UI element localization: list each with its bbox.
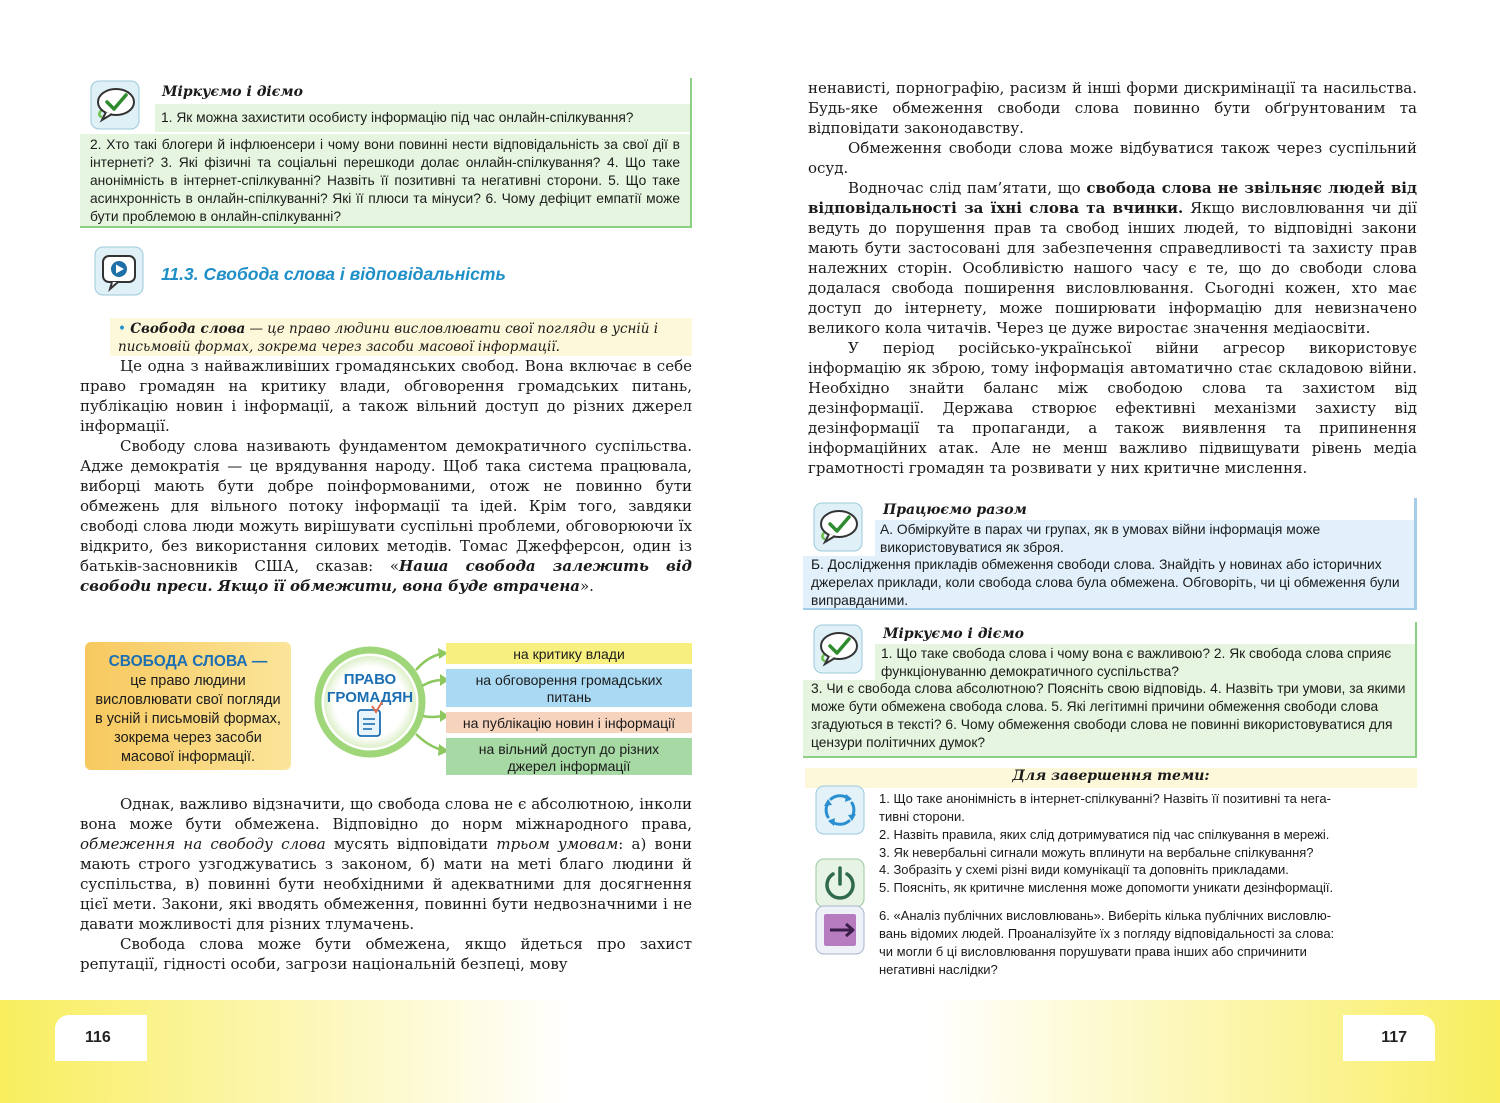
final-question-line: вань відомих людей. Проаналізуйте їх з погляду відповідальності за слова: bbox=[879, 926, 1335, 941]
work-together-box bbox=[803, 498, 1417, 610]
right-item-label: на обговорення громадських bbox=[475, 672, 663, 688]
right-text bbox=[808, 78, 1417, 478]
diagram-definition-line: це право людини bbox=[130, 673, 246, 689]
rights-diagram bbox=[82, 636, 694, 776]
final-questions-group-3 bbox=[879, 907, 1409, 979]
paragraph-text: Водночас слід пам’ятати, що bbox=[848, 179, 1087, 197]
paragraph: У період російсько-української війни агресор використовує інформацію як зброю, тому інформація автоматично стає складовою війни. Необхідно знайти баланс між свободою слова та захистом від дезінформації. Держава створює ефективні механізми захисту від дезінформації та пропаганди, а також виявлення та припинення інформаційних атак. Але не менш важливо підвищувати рівень медіа грамотності громадян та розвивати у них критичне мислення. bbox=[808, 339, 1417, 477]
bottom-page-band bbox=[0, 1000, 1500, 1103]
section-title: 11.3. Свобода слова і відповідальність bbox=[161, 264, 506, 284]
diagram-definition-title: СВОБОДА СЛОВА — bbox=[108, 653, 268, 670]
arrow-exit-icon bbox=[815, 905, 865, 955]
think-box-questions-3-6: 3. Чи є свобода слова абсолютною? Поясніть свою відповідь. 4. Назвіть три умови, за якими може бути обмежена свобода слова. 5. Які легітимні причини обмеження свободи слова згадуються в тексті? 6. Чому обмеження свободи слова не повинні використовуватися для цензури політичних думок? bbox=[803, 680, 1415, 756]
right-item-label: джерел інформації bbox=[507, 758, 631, 774]
final-question-line: 3. Як невербальні сигнали можуть вплинути на вербальне спілкування? bbox=[879, 845, 1314, 860]
left-page bbox=[80, 78, 692, 973]
paragraph: Обмеження свободи слова може відбуватися також через суспільний осуд. bbox=[808, 139, 1417, 177]
think-box-question-1: 1. Як можна захистити особисту інформацію під час онлайн-спілкування? bbox=[155, 104, 690, 132]
left-text-top bbox=[80, 356, 692, 596]
paragraph-text: мусять відповідати bbox=[325, 835, 497, 853]
final-question-line: 6. «Аналіз публічних висловлювань». Виберіть кілька публічних висловлю- bbox=[879, 908, 1332, 923]
paragraph bbox=[808, 178, 1417, 338]
final-section-title: Для завершення теми: bbox=[805, 768, 1417, 788]
right-item-label: на критику влади bbox=[513, 646, 625, 662]
definition-term: Свобода слова bbox=[130, 321, 246, 337]
final-questions-group-2 bbox=[879, 861, 1409, 897]
paragraph-text: Свободу слова називають фундаментом демократичного суспільства. Адже демократія — це врядування народу. Щоб така система працювала, виборці мають бути добре поінформованими, отож не повинно бути обмежень для вільного потоку інформації та ідей. Крім того, завдяки свободі слова люди можуть вирішувати суспільні проблеми, обговорюючи їх відкрито, без використання силових методів. Томас Джефферсон, один із батьків-засновників США, сказав: « bbox=[80, 437, 692, 575]
final-question-line: тивні сторони. bbox=[879, 809, 965, 824]
definition-text: — це право людини висловлювати свої погляди в усній і письмовій формах, зокрема через засоби масової інформації. bbox=[118, 321, 659, 355]
power-icon bbox=[815, 858, 865, 908]
center-label: ПРАВО bbox=[343, 671, 397, 688]
bold-text: свобода слова не звільняє людей від відповідальності за їхні слова та вчинки. bbox=[808, 179, 1418, 217]
diagram-definition-line: висловлювати свої погляди bbox=[95, 692, 281, 708]
center-label: ГРОМАДЯН bbox=[326, 689, 414, 706]
paragraph-text: ». bbox=[579, 577, 594, 595]
think-box-title: Міркуємо і діємо bbox=[883, 626, 1024, 642]
think-box-left bbox=[80, 78, 692, 228]
think-box-questions-1-2: 1. Що таке свобода слова і чому вона є важливою? 2. Як свобода слова сприяє функціонуванню демократичного суспільства? bbox=[875, 644, 1415, 680]
work-box-task-b: Б. Дослідження прикладів обмеження свободи слова. Знайдіть у новинах або історичних джерелах приклади, коли свобода слова була обмежена. Обговоріть, чи ці обмеження були виправданими. bbox=[803, 556, 1414, 608]
right-item-label: на публікацію новин і інформації bbox=[462, 715, 676, 731]
paragraph bbox=[80, 794, 692, 934]
final-question-line: 5. Поясніть, як критичне мислення може допомогти уникати дезінформації. bbox=[879, 880, 1334, 895]
work-box-task-a: А. Обміркуйте в парах чи групах, як в умовах війни інформація може використовуватися як зброя. bbox=[875, 520, 1414, 556]
right-item-label: питань bbox=[546, 689, 592, 705]
paragraph: Свобода слова може бути обмежена, якщо йдеться про захист репутації, гідності особи, загрози національній безпеці, мову bbox=[80, 935, 692, 973]
paragraph: Це одна з найважливіших громадянських свобод. Вона включає в себе право громадян на критику влади, обговорення громадських питань, публікацію новин і інформації, а також вільний доступ до різних джерел інформації. bbox=[80, 357, 692, 435]
paragraph: ненависті, порнографію, расизм й інші форми дискримінації та насильства. Будь-яке обмеження свободи слова повинно бути обґрунтованим та відповідати законодавству. bbox=[808, 79, 1417, 137]
paragraph-text: Однак, важливо відзначити, що свобода слова не є абсолютною, інколи вона може бути обмежена. Відповідно до норм міжнародного права, bbox=[80, 795, 692, 833]
paragraph bbox=[80, 436, 692, 596]
jefferson-quote: Наша свобода залежить від свободи преси. Якщо її обмежити, вона буде втрачена bbox=[80, 557, 692, 595]
final-question-line: чи могли б ці висловлювання порушувати права інших або спричинити bbox=[879, 944, 1307, 959]
check-speech-icon bbox=[813, 502, 863, 552]
right-item-label: на вільний доступ до різних bbox=[478, 741, 660, 757]
emphasis-text: трьом умовам bbox=[496, 835, 619, 853]
think-box-title: Міркуємо і діємо bbox=[162, 84, 303, 100]
final-question-line: негативні наслідки? bbox=[879, 962, 998, 977]
definition-box bbox=[110, 318, 692, 356]
final-question-line: 1. Що таке анонімність в інтернет-спілкуванні? Назвіть її позитивні та нега- bbox=[879, 791, 1331, 806]
definition-bullet: • bbox=[118, 321, 126, 337]
paragraph-text: Якщо висловлювання чи дії ведуть до порушення прав та свобод інших людей, то відповідні закони мають бути застосовані для забезпечення справедливості та захисту прав належних сторін. Особливістю нашого часу є те, що до свободи слова додалася свобода поширення висловлювання. Сьогодні кожен, хто має доступ до інтернету, може поширювати інформацію для невизначено великого кола читачів. Через це дуже виростає значення медіаосвіти. bbox=[808, 199, 1417, 337]
final-questions-group-1 bbox=[879, 790, 1409, 862]
think-box-questions: 2. Хто такі блогери й інфлюенсери і чому вони повинні нести відповідальність за свої дії в інтернеті? 3. Які фізичні та соціальні перешкоди долає онлайн-спілкування? 4. Що таке анонімність в інтернет-спілкуванні? Назвіть її позитивні та негативні сторони. 5. Що таке асинхронність в онлайн-спілкуванні? Які її плюси та мінуси? 6. Чому дефіцит емпатії може бути проблемою в онлайн-спілкуванні? bbox=[80, 134, 690, 226]
final-question-line: 4. Зобразіть у схемі різні види комунікації та доповніть прикладами. bbox=[879, 862, 1289, 877]
paragraph-text: : а) вони мають строго узгоджуватись з законом, б) мати на меті благо людини й суспільства, в) повинні бути необхідними й адекватними для досягнення цієї мети. Закони, які вводять обмеження, повинні бути недвозначними і не давати можливості для різних тлумачень. bbox=[80, 835, 692, 933]
page-number-left: 116 bbox=[55, 1015, 147, 1061]
final-question-line: 2. Назвіть правила, яких слід дотримуватися під час спілкування в мережі. bbox=[879, 827, 1330, 842]
left-text-bottom bbox=[80, 794, 692, 974]
think-box-right bbox=[803, 622, 1417, 758]
emphasis-text: обмеження на свободу слова bbox=[80, 835, 326, 853]
cycle-arrows-icon bbox=[815, 785, 865, 835]
diagram-definition-line: в усній і письмовій формах, bbox=[95, 711, 281, 727]
page-number-right: 117 bbox=[1343, 1015, 1435, 1061]
play-video-icon[interactable] bbox=[94, 246, 144, 296]
check-speech-icon bbox=[813, 624, 863, 674]
diagram-definition-line: масової інформації. bbox=[120, 749, 256, 765]
check-speech-icon bbox=[90, 80, 140, 130]
work-box-title: Працюємо разом bbox=[883, 502, 1027, 518]
diagram-definition-line: зокрема через засоби bbox=[114, 730, 262, 746]
